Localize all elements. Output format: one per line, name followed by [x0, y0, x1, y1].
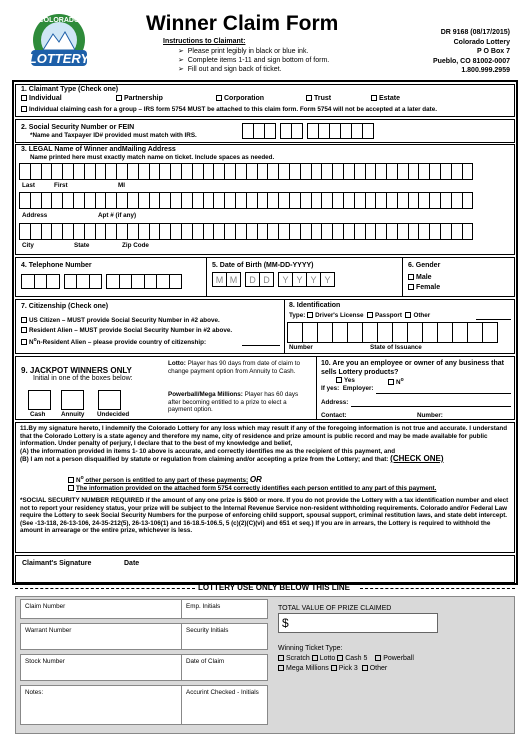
declaration-text: 11.By my signature hereto, I indemnify the Colorado Lottery for any loss which may result if any of the foregoing information is not true and accurate. I understand that the Colorado Lottery is a state agency and therefore my name, city of residence and prize amount is public record and may be made available for public information. Under penalty of perjury, I declare that to the best of my knowledge and belief, (A) the information provided in items 1- 10 above is accurate, and correctly identifies me as the recipient of this payment, and (B) I am not a person disqualified by statute or regulation from claiming and/or accepting a prize from the Lottery; and that: (CHECK ONE): [20, 425, 508, 463]
office-row: [20, 685, 268, 725]
section-6-title: 6. Gender: [408, 262, 441, 269]
ticket-types-row-2: [278, 665, 387, 674]
name-cell[interactable]: [462, 163, 474, 180]
dob-cell[interactable]: Y: [292, 272, 307, 287]
page-title: Winner Claim Form: [146, 12, 339, 35]
phone-cell[interactable]: [131, 274, 145, 289]
section-10-title: 10. Are you an employee or owner of any business that sells Lottery products?: [321, 360, 504, 376]
instruction-1: ➢ Please print legibly in black or blue ink.: [178, 48, 309, 55]
instruction-3: ➢ Fill out and sign back of ticket.: [178, 66, 282, 73]
phone-cell[interactable]: [169, 274, 183, 289]
id-number-cell[interactable]: [287, 322, 303, 343]
phone-cell[interactable]: [156, 274, 170, 289]
type-powerball[interactable]: Powerball: [375, 655, 414, 662]
id-drivers-license[interactable]: Driver's License: [307, 312, 363, 319]
org-phone: 1.800.999.2959: [461, 67, 510, 74]
logo-main-text: LOTTERY: [28, 51, 90, 66]
ssn-notice-text: *SOCIAL SECURITY NUMBER REQUIRED if the amount of any one prize is $600 or more. If you do not provide the Lottery with a tax identification number and elect not to report your residency status, your prize will be subject to the Internal Revenue Service non-resident withholding requirements. Colorado and/or Federal Law require the Lottery to seek Social Security Numbers for the purpose of enforcing child support, spousal support, criminal restitution laws, and state debt intercept. (See -13-118, 26-13-106, 24-35-212(5), 26-13-106(1) and 16-18.5-106.5, 5 (c)(2)(C)(vi) and 651 et seq.) If you are in arrears, the Lottery is required to withhold the amount in arrearage or the entire prize, whichever is less.: [20, 497, 509, 534]
gender-male[interactable]: Male: [408, 274, 432, 283]
type-mega-millions[interactable]: Mega Millions: [278, 665, 329, 672]
section-jackpot-employee: [15, 356, 515, 420]
phone-cell[interactable]: [64, 274, 78, 289]
phone-cell[interactable]: [76, 274, 90, 289]
label-id-number: Number: [289, 344, 313, 351]
phone-cells[interactable]: [21, 274, 181, 289]
id-number-cell[interactable]: [317, 322, 333, 343]
section-citizenship-id: [15, 299, 515, 354]
office-mid-field[interactable]: Date of Claim: [181, 654, 268, 681]
employee-no[interactable]: $N^o$: [388, 377, 404, 387]
type-other[interactable]: Other: [362, 665, 388, 672]
ssn-cells[interactable]: [242, 123, 373, 139]
type-cash5[interactable]: Cash 5: [337, 655, 367, 662]
lotto-note: Lotto: Player has 90 days from date of claim to change payment option from Annuity to Cash.: [168, 360, 300, 375]
id-number-cell[interactable]: [437, 322, 453, 343]
signature-label: Claimant's Signature: [22, 560, 92, 567]
label-cash: Cash: [30, 411, 46, 418]
section-claimant-type: [15, 84, 515, 117]
section-1-title: 1. Claimant Type (Check one): [21, 86, 119, 93]
phone-cell[interactable]: [106, 274, 120, 289]
dob-cell[interactable]: D: [259, 272, 274, 287]
label-city: City: [22, 242, 34, 249]
phone-cell[interactable]: [21, 274, 35, 289]
org-block: [433, 28, 510, 76]
phone-cell[interactable]: [119, 274, 133, 289]
phone-cell[interactable]: [144, 274, 158, 289]
jackpot-sub: Initial in one of the boxes below:: [33, 375, 133, 382]
office-use-panel: [15, 596, 515, 734]
jackpot-undecided-box[interactable]: [98, 390, 121, 410]
signature-field[interactable]: [186, 558, 506, 578]
employee-yes[interactable]: Yes: [336, 377, 355, 385]
id-number-cell[interactable]: [347, 322, 363, 343]
instruction-2: ➢ Complete items 1-11 and sign bottom of form.: [178, 57, 330, 64]
type-scratch[interactable]: Scratch: [278, 655, 310, 662]
section-7-title: 7. Citizenship (Check one): [21, 303, 109, 310]
form-number: DR 9168 (08/17/2015): [440, 29, 510, 36]
label-state: State: [74, 242, 90, 249]
label-if-yes: If yes: Employer:: [321, 385, 374, 392]
dob-cell[interactable]: D: [245, 272, 260, 287]
label-annuity: Annuity: [61, 411, 85, 418]
phone-cell[interactable]: [89, 274, 103, 289]
name-note: Name printed here must exactly match name on ticket. Include spaces as needed.: [30, 154, 275, 161]
section-signature: [15, 555, 515, 583]
id-type-row: Type: Driver's License Passport Other: [289, 312, 431, 319]
dob-cells[interactable]: [212, 272, 334, 287]
label-id-state: State of Issuance: [370, 344, 422, 351]
type-lotto[interactable]: Lotto: [312, 655, 336, 662]
option-trust[interactable]: Trust: [306, 95, 331, 104]
lottery-only-label: LOTTERY USE ONLY BELOW THIS LINE: [198, 583, 351, 592]
label-contact-number: Number:: [417, 412, 443, 419]
id-passport[interactable]: Passport: [367, 312, 402, 319]
office-row: [20, 654, 268, 681]
option-individual[interactable]: Individual: [21, 95, 62, 104]
label-undecided: Undecided: [97, 411, 130, 418]
option-estate[interactable]: Estate: [371, 95, 400, 104]
section-4-title: 4. Telephone Number: [21, 262, 92, 269]
office-left-field[interactable]: Notes:: [20, 685, 182, 725]
section-8-title: 8. Identification: [289, 302, 341, 309]
option-corporation[interactable]: Corporation: [216, 95, 264, 104]
address-cells[interactable]: [19, 192, 472, 209]
org-po-box: P O Box 7: [477, 48, 510, 55]
section-5-title: 5. Date of Birth (MM-DD-YYYY): [212, 262, 314, 269]
city-cells[interactable]: [19, 223, 472, 240]
date-label: Date: [124, 560, 140, 567]
id-number-cell[interactable]: [362, 322, 378, 343]
id-number-cell[interactable]: [377, 322, 393, 343]
id-number-cell[interactable]: [332, 322, 348, 343]
ssn-cell[interactable]: [264, 123, 276, 139]
option-partnership[interactable]: Partnership: [116, 95, 163, 104]
dob-cell[interactable]: Y: [278, 272, 293, 287]
label-mi: MI: [118, 182, 125, 189]
id-number-cell[interactable]: [422, 322, 438, 343]
ssn-cell[interactable]: [362, 123, 374, 139]
id-other[interactable]: Other: [405, 312, 430, 319]
jackpot-annuity-box[interactable]: [61, 390, 84, 410]
declaration-option-2[interactable]: The information provided on the attached form 5754 correctly identifies each person entitled to any part of this payment.: [68, 485, 436, 493]
id-number-cell[interactable]: [392, 322, 408, 343]
org-city: Pueblo, CO 81002-0007: [432, 57, 510, 65]
label-first: First: [54, 182, 68, 189]
citizenship-nonresident[interactable]: $N^on$-Resident Alien – please provide country of citizenship:: [21, 337, 206, 347]
phone-cell[interactable]: [34, 274, 48, 289]
instructions-title: Instructions to Claimant:: [163, 38, 246, 45]
id-number-cells[interactable]: [287, 322, 497, 343]
section-9-title: 9. JACKPOT WINNERS ONLY: [21, 366, 132, 375]
dob-cell[interactable]: M: [212, 272, 227, 287]
dob-cell[interactable]: M: [226, 272, 241, 287]
section-name-address: [15, 144, 515, 255]
powerball-note: Powerball/Mega Millions: Player has 60 days after becoming entitled to a prize to elect a payment option.: [168, 391, 299, 413]
label-last: Last: [22, 182, 35, 189]
citizenship-us[interactable]: US Citizen – MUST provide Social Security Number in #2 above.: [21, 317, 220, 325]
dob-cell[interactable]: Y: [306, 272, 321, 287]
name-cells[interactable]: [19, 163, 472, 180]
office-left-field[interactable]: Warrant Number: [20, 623, 182, 650]
office-row: [20, 623, 268, 650]
dollar-sign: $: [282, 616, 289, 630]
total-prize-label: TOTAL VALUE OF PRIZE CLAIMED: [278, 605, 392, 612]
section-ssn: [15, 119, 515, 143]
label-apt: Apt # (if any): [98, 212, 137, 219]
gender-female[interactable]: Female: [408, 284, 440, 293]
address-cell[interactable]: [462, 192, 474, 209]
id-number-cell[interactable]: [452, 322, 468, 343]
office-mid-field[interactable]: Emp. Initials: [181, 599, 268, 619]
ssn-note: *Name and Taxpayer ID# provided must match with IRS.: [30, 132, 197, 139]
section-2-title: 2. Social Security Number or FEIN: [21, 124, 135, 131]
id-number-cell[interactable]: [302, 322, 318, 343]
id-number-cell[interactable]: [482, 322, 498, 343]
ticket-types-row-1: [278, 655, 414, 664]
office-mid-field[interactable]: Accurint Checked - Initials: [181, 685, 268, 725]
ssn-cell[interactable]: [291, 123, 303, 139]
label-employer-address: Address:: [321, 399, 349, 406]
office-left-field[interactable]: Claim Number: [20, 599, 182, 619]
id-number-cell[interactable]: [407, 322, 423, 343]
office-left-field[interactable]: Stock Number: [20, 654, 182, 681]
city-cell[interactable]: [462, 223, 474, 240]
office-row: [20, 599, 268, 619]
type-pick3[interactable]: Pick 3: [331, 665, 358, 672]
phone-cell[interactable]: [46, 274, 60, 289]
office-mid-field[interactable]: Security Initials: [181, 623, 268, 650]
label-address: Address: [22, 212, 48, 219]
option-group[interactable]: Individual claiming cash for a group – IRS form 5754 MUST be attached to this claim form. Form 5754 will not be accepted at a later date.: [21, 106, 516, 114]
declaration-option-1[interactable]: $N^o$ other person is entitled to any part of these payments; OR: [68, 475, 262, 485]
label-contact: Contact:: [321, 412, 347, 419]
section-phone-dob-gender: [15, 257, 515, 297]
org-name: Colorado Lottery: [453, 38, 510, 46]
jackpot-cash-box[interactable]: [28, 390, 51, 410]
section-3-title: 3. LEGAL Name of Winner andMailing Address: [21, 146, 176, 153]
citizenship-resident[interactable]: Resident Alien – MUST provide Social Security Number in #2 above.: [21, 327, 232, 335]
ticket-type-label: Winning Ticket Type:: [278, 645, 343, 652]
dob-cell[interactable]: Y: [320, 272, 335, 287]
lottery-logo: [27, 10, 91, 74]
section-ssn-notice: [15, 497, 515, 553]
total-prize-field[interactable]: [278, 613, 438, 633]
logo-top-text: COLORADO: [38, 17, 80, 24]
id-number-cell[interactable]: [467, 322, 483, 343]
label-zip: Zip Code: [122, 242, 149, 249]
lottery-only-divider: [15, 584, 515, 594]
